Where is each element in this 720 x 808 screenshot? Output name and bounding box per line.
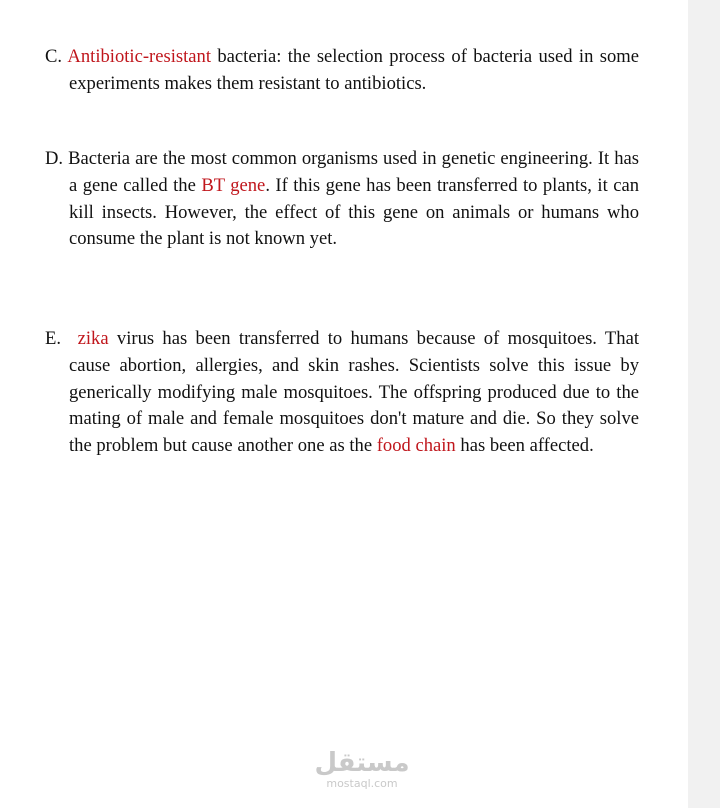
- item-d-text-before: Bacteria are the most common organisms used in genetic engineering. It has a gene called the: [68, 148, 639, 196]
- watermark-logo: مستقل: [314, 748, 410, 778]
- item-d-marker: D.: [45, 148, 64, 169]
- item-c-highlight: Antibiotic-resistant: [67, 46, 211, 67]
- item-c-marker: C.: [45, 46, 63, 67]
- item-c-text: bacteria: the selection process of bacteria used in some experiments makes them resistant to antibiotics.: [69, 46, 639, 94]
- item-e-marker: E.: [45, 328, 62, 349]
- watermark-url: mostaql.com: [326, 777, 398, 790]
- watermark: [312, 748, 412, 790]
- item-e-highlight-zika: zika: [77, 328, 109, 349]
- item-d-highlight: BT gene: [201, 174, 266, 196]
- item-e-text-after: has been affected.: [460, 435, 594, 457]
- item-c: [45, 44, 639, 98]
- item-e-text-middle: virus has been transferred to humans because of mosquitoes. That cause abortion, allergies, and skin rashes. Scientists solve this issue by generically modifying male mosquitoes. The offspring produced due to the mating of male and female mosquitoes don't mature and die. So they solve the problem but cause another one as the: [69, 328, 639, 457]
- item-e-highlight-food-chain: food chain: [376, 435, 456, 457]
- right-margin: [688, 0, 720, 808]
- item-e: [45, 326, 639, 460]
- item-d-text-after: . If this gene has been transferred to plants, it can kill insects. However, the effect of this gene on animals or humans who consume the plant is not known yet.: [69, 174, 639, 250]
- item-d: [45, 146, 639, 253]
